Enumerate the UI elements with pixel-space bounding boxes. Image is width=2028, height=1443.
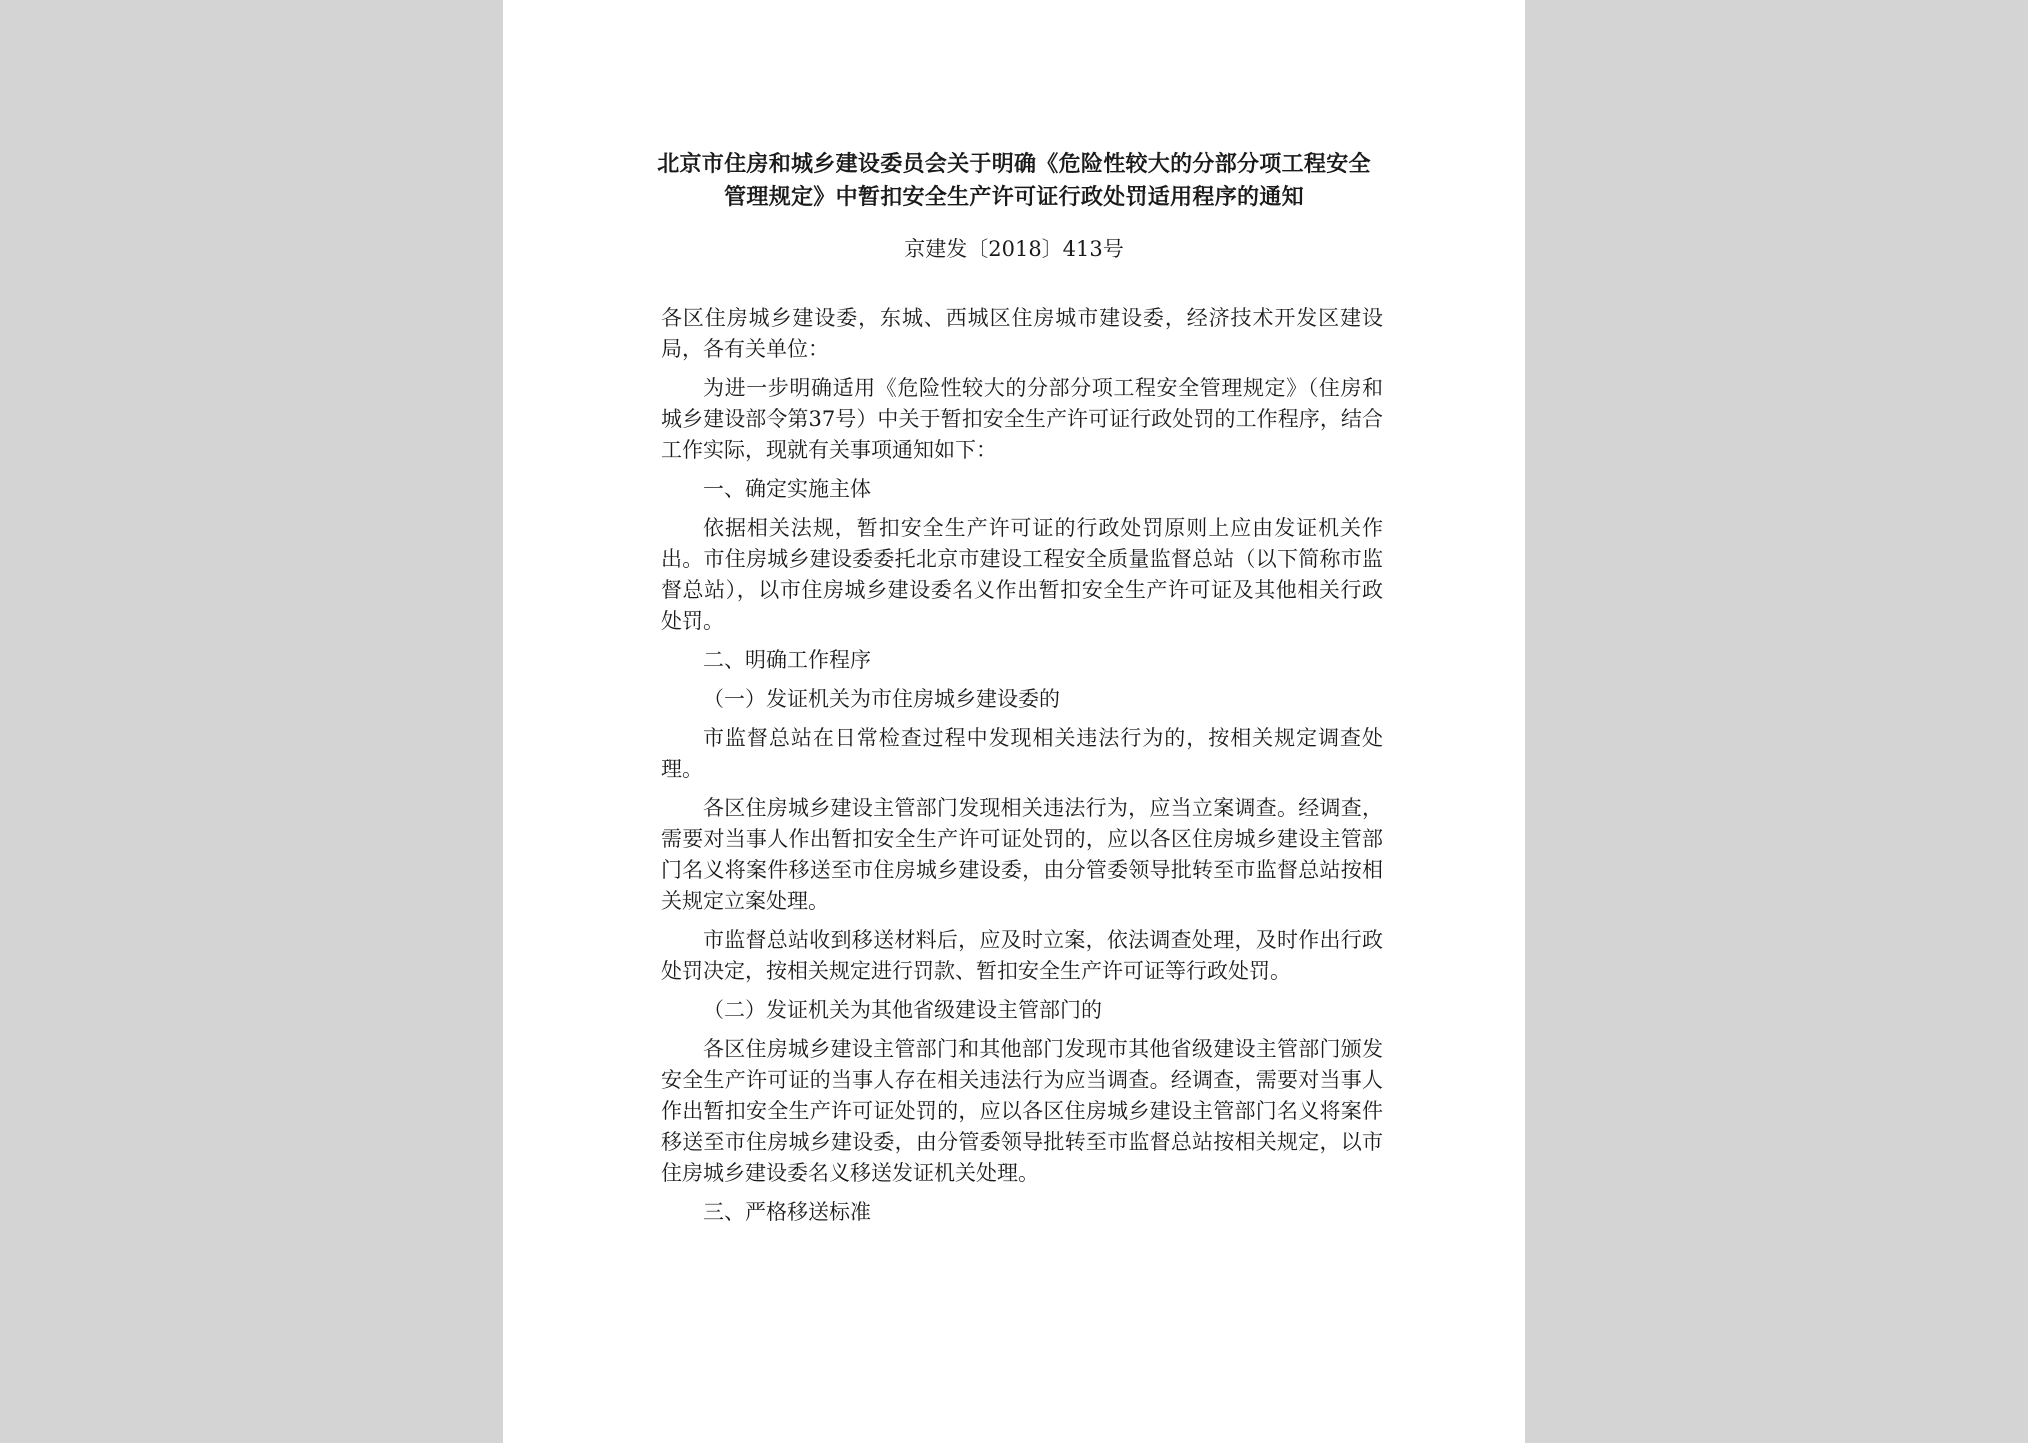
intro-paragraph: 为进一步明确适用《危险性较大的分部分项工程安全管理规定》（住房和城乡建设部令第37号）中关于暂扣安全生产许可证行政处罚的工作程序，结合工作实际，现就有关事项通知如下： <box>661 376 1383 462</box>
section-heading-3: 三、严格移送标准 <box>703 1200 871 1224</box>
salutation-paragraph: 各区住房城乡建设委，东城、西城区住房城市建设委，经济技术开发区建设局，各有关单位： <box>661 306 1383 361</box>
body-paragraph: 各区住房城乡建设主管部门和其他部门发现市其他省级建设主管部门颁发安全生产许可证的当事人存在相关违法行为应当调查。经调查，需要对当事人作出暂扣安全生产许可证处罚的，应以各区住房城乡建设主管部门名义将案件移送至市住房城乡建设委，由分管委领导批转至市监督总站按相关规定，以市住房城乡建设委名义移送发证机关处理。 <box>661 1037 1383 1185</box>
body-paragraph: 市监督总站收到移送材料后，应及时立案，依法调查处理，及时作出行政处罚决定，按相关规定进行罚款、暂扣安全生产许可证等行政处罚。 <box>661 928 1383 983</box>
section-heading-1: 一、确定实施主体 <box>703 477 871 501</box>
section-heading-2: 二、明确工作程序 <box>703 648 871 672</box>
subsection-heading-1: （一）发证机关为市住房城乡建设委的 <box>703 687 1060 711</box>
body-paragraph: 市监督总站在日常检查过程中发现相关违法行为的，按相关规定调查处理。 <box>661 726 1383 781</box>
body-paragraph: 各区住房城乡建设主管部门发现相关违法行为，应当立案调查。经调查，需要对当事人作出暂扣安全生产许可证处罚的，应以各区住房城乡建设主管部门名义将案件移送至市住房城乡建设委，由分管委领导批转至市监督总站按相关规定立案处理。 <box>661 796 1383 913</box>
body-paragraph: 依据相关法规，暂扣安全生产许可证的行政处罚原则上应由发证机关作出。市住房城乡建设委委托北京市建设工程安全质量监督总站（以下简称市监督总站），以市住房城乡建设委名义作出暂扣安全生产许可证及其他相关行政处罚。 <box>661 516 1383 633</box>
document-page <box>503 0 1525 1443</box>
document-number: 京建发〔2018〕413号 <box>904 237 1124 261</box>
document-body <box>661 303 1383 1236</box>
document-title: 北京市住房和城乡建设委员会关于明确《危险性较大的分部分项工程安全管理规定》中暂扣安全生产许可证行政处罚适用程序的通知 <box>657 152 1371 210</box>
subsection-heading-2: （二）发证机关为其他省级建设主管部门的 <box>703 998 1102 1022</box>
